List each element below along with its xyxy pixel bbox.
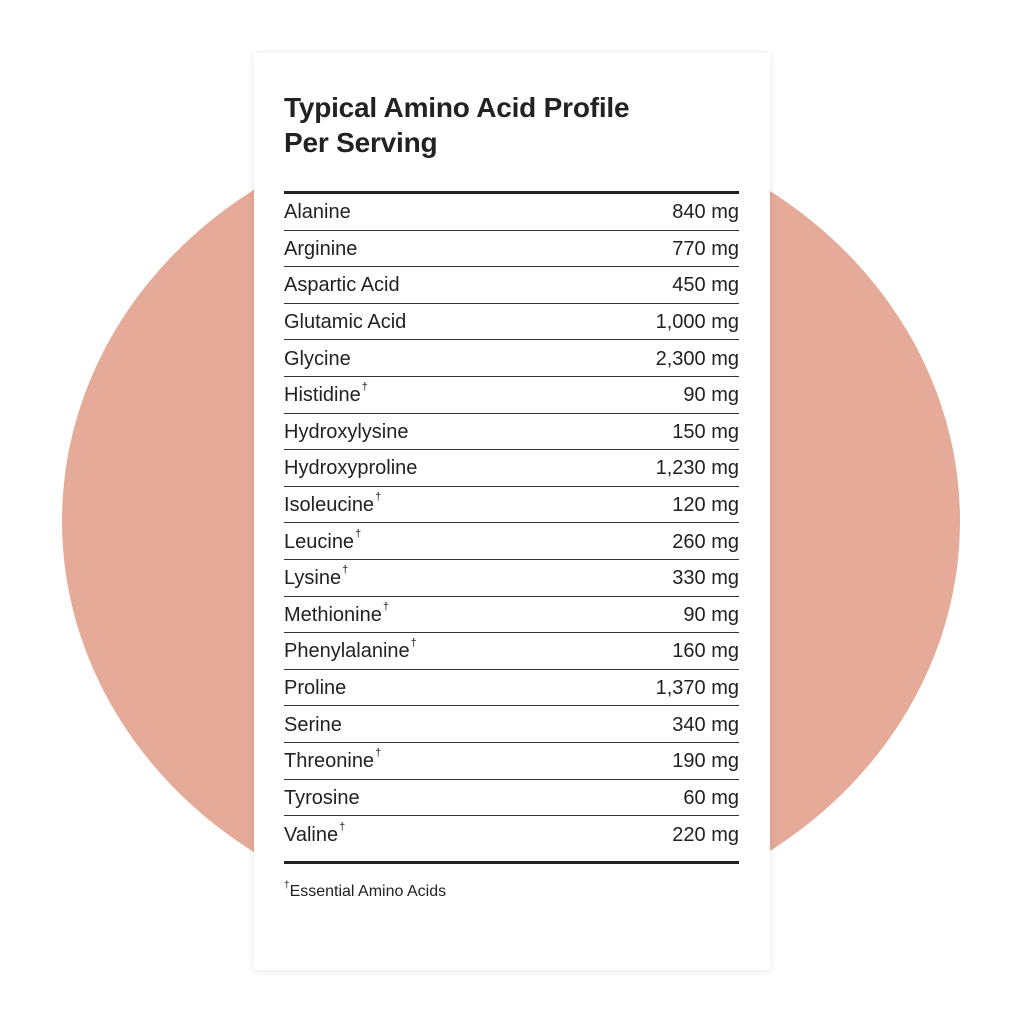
amino-acid-name [284, 714, 342, 737]
amino-acid-name [284, 637, 417, 663]
table-row [284, 670, 739, 707]
essential-mark: † [339, 820, 346, 833]
table-row [284, 194, 739, 231]
amino-acid-amount: 120 mg [672, 494, 739, 517]
essential-mark: † [375, 491, 382, 504]
essential-mark: † [382, 600, 389, 613]
amino-acid-name-text: Valine [284, 823, 339, 846]
amino-acid-amount: 330 mg [672, 567, 739, 590]
footnote-mark: † [284, 879, 290, 891]
table-row [284, 560, 739, 597]
amino-acid-name [284, 491, 382, 517]
amino-acid-amount: 220 mg [672, 823, 739, 846]
table-row [284, 450, 739, 487]
table-row [284, 304, 739, 341]
table-row [284, 487, 739, 524]
footnote [284, 879, 739, 901]
amino-acid-name-text: Glycine [284, 347, 351, 370]
amino-acid-name-text: Leucine [284, 530, 355, 553]
amino-acid-name-text: Tyrosine [284, 786, 360, 809]
amino-acid-name [284, 311, 406, 334]
table-row [284, 816, 739, 853]
amino-acid-name-text: Isoleucine [284, 494, 375, 517]
amino-acid-amount: 160 mg [672, 640, 739, 663]
amino-acid-name [284, 274, 400, 297]
amino-acid-name-text: Hydroxyproline [284, 457, 418, 480]
amino-acid-amount: 1,000 mg [655, 311, 739, 334]
amino-acid-amount: 1,230 mg [655, 457, 739, 480]
table-row [284, 743, 739, 780]
amino-acid-name [284, 747, 382, 773]
table-row [284, 780, 739, 817]
amino-acid-name [284, 238, 357, 261]
amino-acid-amount: 2,300 mg [655, 347, 739, 370]
bottom-divider [284, 861, 739, 864]
footnote-text: Essential Amino Acids [289, 882, 447, 900]
amino-acid-name-text: Arginine [284, 237, 358, 260]
essential-mark: † [375, 747, 382, 760]
amino-acid-amount: 190 mg [672, 750, 739, 773]
amino-acid-name [284, 564, 349, 590]
table-row [284, 706, 739, 743]
amino-acid-name [284, 421, 408, 444]
amino-acid-amount: 90 mg [683, 384, 739, 407]
amino-acid-name [284, 677, 346, 700]
amino-acid-name-text: Serine [284, 713, 342, 736]
amino-acid-name-text: Glutamic Acid [284, 311, 407, 334]
amino-acid-name [284, 527, 362, 554]
amino-acid-name-text: Hydroxylysine [284, 420, 409, 443]
amino-acid-name-text: Aspartic Acid [284, 274, 400, 297]
amino-acid-table [284, 194, 739, 853]
table-row [284, 267, 739, 304]
amino-acid-name-text: Lysine [284, 567, 342, 590]
table-row [284, 377, 739, 414]
amino-acid-name [284, 600, 389, 627]
amino-acid-name-text: Phenylalanine [284, 640, 410, 663]
amino-acid-amount: 450 mg [672, 274, 739, 297]
essential-mark: † [361, 381, 368, 394]
amino-acid-name [284, 787, 360, 810]
amino-acid-name [284, 201, 351, 224]
amino-acid-amount: 60 mg [683, 786, 739, 809]
amino-acid-name [284, 381, 368, 407]
amino-acid-name [284, 348, 351, 371]
amino-acid-name-text: Alanine [284, 201, 351, 224]
amino-acid-amount: 840 mg [672, 201, 739, 224]
card-title [284, 90, 739, 160]
amino-acid-name-text: Threonine [284, 750, 375, 773]
essential-mark: † [355, 527, 362, 540]
table-row [284, 633, 739, 670]
amino-acid-name-text: Methionine [284, 603, 382, 626]
amino-acid-amount: 90 mg [683, 603, 739, 626]
amino-acid-amount: 260 mg [672, 530, 739, 553]
table-row [284, 597, 739, 634]
table-row [284, 523, 739, 560]
amino-acid-amount: 340 mg [672, 713, 739, 736]
amino-acid-name [284, 457, 417, 480]
card-title-line-2: Per Serving [284, 127, 438, 158]
amino-acid-name [284, 820, 346, 847]
essential-mark: † [410, 637, 417, 650]
amino-acid-amount: 1,370 mg [655, 677, 739, 700]
table-row [284, 340, 739, 377]
amino-acid-amount: 150 mg [672, 420, 739, 443]
amino-acid-name-text: Proline [284, 677, 347, 700]
table-row [284, 231, 739, 268]
amino-acid-amount: 770 mg [672, 237, 739, 260]
table-row [284, 414, 739, 451]
amino-acid-name-text: Histidine [284, 384, 361, 407]
amino-acid-profile-card [254, 53, 770, 970]
card-title-line-1: Typical Amino Acid Profile [284, 92, 630, 123]
essential-mark: † [342, 564, 349, 577]
